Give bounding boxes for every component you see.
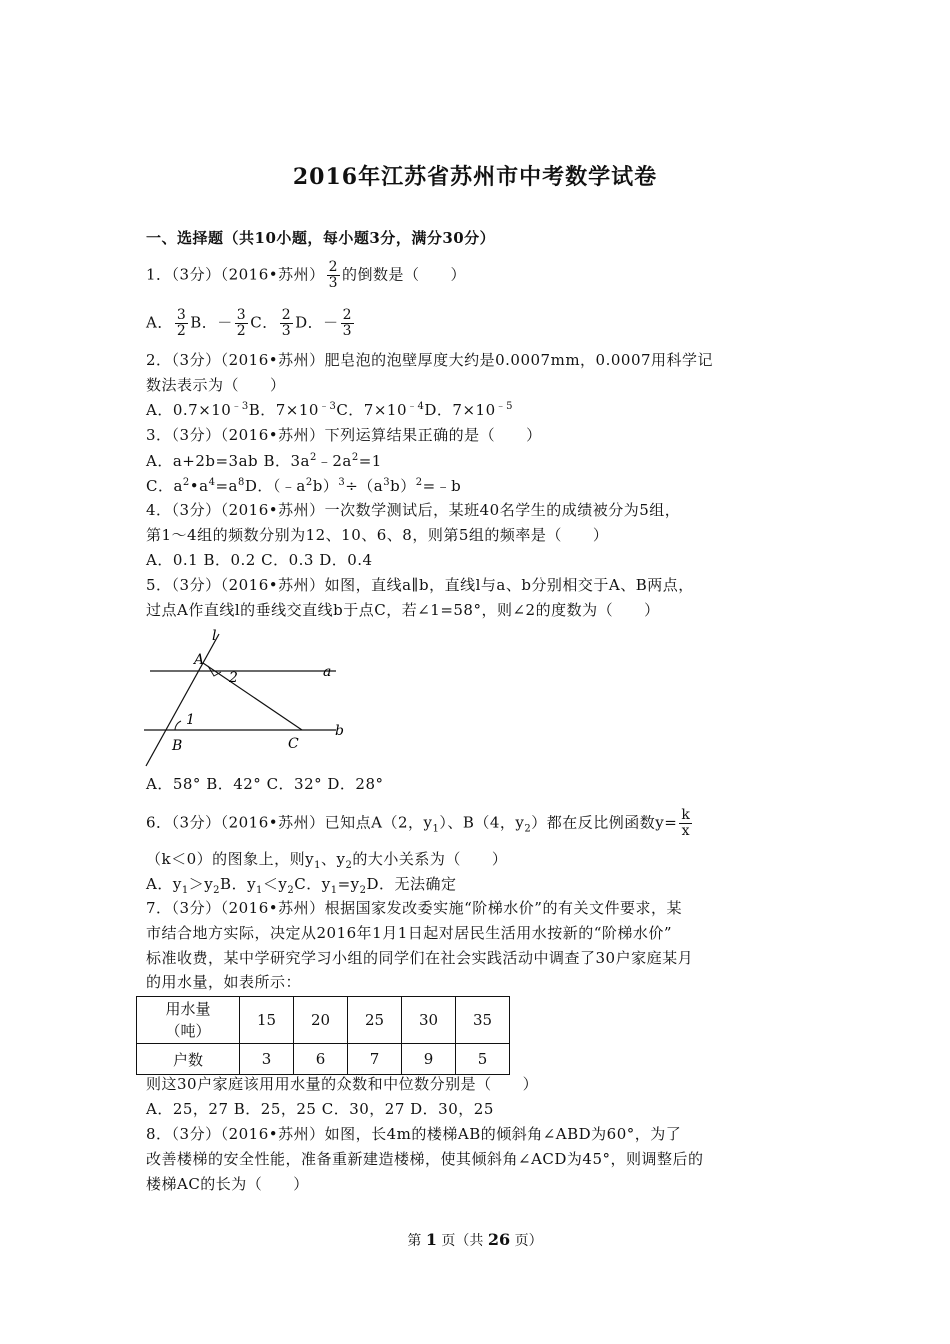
table-cell: 35 [456, 997, 510, 1044]
line-l [146, 634, 219, 766]
question-7-options: A．25，27 B．25，25 C．30，27 D．30，25 [146, 1100, 494, 1118]
table-cell: 9 [402, 1044, 456, 1075]
question-7-line-3: 标准收费，某中学研究学习小组的同学们在社会实践活动中调查了30户家庭某月 [146, 949, 694, 967]
perpendicular-line-ac [203, 663, 302, 730]
question-5-options: A．58° B．42° C．32° D．28° [146, 775, 384, 793]
question-4-options: A．0.1 B．0.2 C．0.3 D．0.4 [146, 551, 373, 569]
label-angle-1: 1 [186, 712, 195, 728]
parallel-lines-figure [140, 626, 360, 768]
label-l: l [212, 628, 217, 644]
label-b: b [335, 723, 344, 739]
table-cell: 3 [240, 1044, 294, 1075]
option-c-fraction: $\frac{2}{3}$ [281, 307, 292, 339]
question-5-line-1: 5．（3分）（2016•苏州）如图，直线a∥b，直线l与a、b分别相交于A、B两点， [146, 576, 694, 594]
table-cell: 15 [240, 997, 294, 1044]
table-header-usage: 用水量 （吨） [137, 997, 240, 1044]
option-b-fraction: $\frac{3}{2}$ [236, 307, 247, 339]
water-usage-table [136, 996, 510, 1075]
section-heading: 一、选择题（共10小题，每小题3分，满分30分） [146, 229, 496, 247]
question-6-line-1: 6．（3分）（2016•苏州）已知点A（2，$y_1$）、B（4，$y_2$）都在反比例函数y= $\frac{k}{x}$ [146, 807, 691, 839]
label-B: B [172, 738, 183, 754]
option-d-fraction: $\frac{2}{3}$ [342, 307, 353, 339]
question-8-line-1: 8．（3分）（2016•苏州）如图，长4m的楼梯AB的倾斜角∠ABD为60°，为了 [146, 1125, 682, 1143]
label-A: A [194, 652, 205, 668]
question-1: 1．（3分）（2016•苏州） $\frac{2}{3}$ 的倒数是（ ） [146, 259, 467, 291]
question-3-line-1: 3．（3分）（2016•苏州）下列运算结果正确的是（ ） [146, 426, 542, 444]
page-title: 2016年江苏省苏州市中考数学试卷 [292, 164, 658, 190]
question-8-line-2: 改善楼梯的安全性能，准备重新建造楼梯，使其倾斜角∠ACD为45°，则调整后的 [146, 1150, 704, 1168]
fraction-k-over-x: $\frac{k}{x}$ [681, 807, 691, 839]
fraction: $\frac{2}{3}$ [328, 259, 339, 291]
question-8-line-3: 楼梯AC的长为（ ） [146, 1175, 309, 1193]
table-cell: 20 [294, 997, 348, 1044]
question-7-line-1: 7．（3分）（2016•苏州）根据国家发改委实施“阶梯水价”的有关文件要求，某 [146, 899, 682, 917]
question-2-options: A．$0.7\times 10^{﹣3}B$．$7\times 10^{﹣3}C$．$7\times 10^{﹣4}D$．$7\times 10^{﹣5}$ [146, 401, 513, 419]
question-4-line-2: 第1～4组的频数分别为12、10、6、8，则第5组的频率是（ ） [146, 526, 609, 544]
table-cell: 6 [294, 1044, 348, 1075]
question-6-options: A．$y_1>y_2B$．$y_1<y_2C$．$y_1=y_2D$．无法确定 [146, 875, 457, 896]
table-cell: 7 [348, 1044, 402, 1075]
table-cell: 30 [402, 997, 456, 1044]
label-a: a [323, 664, 332, 680]
question-2-line-1: 2．（3分）（2016•苏州）肥皂泡的泡壁厚度大约是0.0007mm，0.0007用科学记 [146, 351, 714, 369]
question-7-line-4: 的用水量，如表所示： [146, 973, 302, 991]
question-6-line-2: （k＜0）的图象上，则$y_1$、$y_2$的大小关系为（ ） [146, 850, 508, 871]
table-cell: 5 [456, 1044, 510, 1075]
question-7-line-2: 市结合地方实际，决定从2016年1月1日起对居民生活用水按新的“阶梯水价” [146, 924, 673, 942]
table-header-households: 户数 [137, 1044, 240, 1075]
page-footer: 第 1 页（共 26 页） [407, 1230, 543, 1249]
angle-1-arc [175, 721, 181, 730]
label-C: C [288, 736, 299, 752]
question-1-options: A． $\frac{3}{2}$ B．－ $\frac{3}{2}$ C． $\frac{2}{3}$ D．－ $\frac{2}{3}$ [146, 307, 353, 339]
question-7-after-table: 则这30户家庭该用用水量的众数和中位数分别是（ ） [146, 1075, 539, 1093]
question-3-options-ab: A．a+2b=3ab B．$3a^2﹣2a^2=1$ [146, 452, 382, 470]
table-row [137, 997, 510, 1044]
question-3-options-cd: C．$a^2•a^4=a^8D$．$(﹣a^2b)^3\div(a^3b)^2=﹣b$ [146, 477, 462, 495]
table-cell: 25 [348, 997, 402, 1044]
option-a-fraction: $\frac{3}{2}$ [176, 307, 187, 339]
question-4-line-1: 4．（3分）（2016•苏州）一次数学测试后，某班40名学生的成绩被分为5组， [146, 501, 681, 519]
question-5-line-2: 过点A作直线l的垂线交直线b于点C，若∠1=58°，则∠2的度数为（ ） [146, 601, 660, 619]
label-angle-2: 2 [229, 670, 238, 686]
table-row [137, 1044, 510, 1075]
question-2-line-2: 数法表示为（ ） [146, 376, 286, 394]
